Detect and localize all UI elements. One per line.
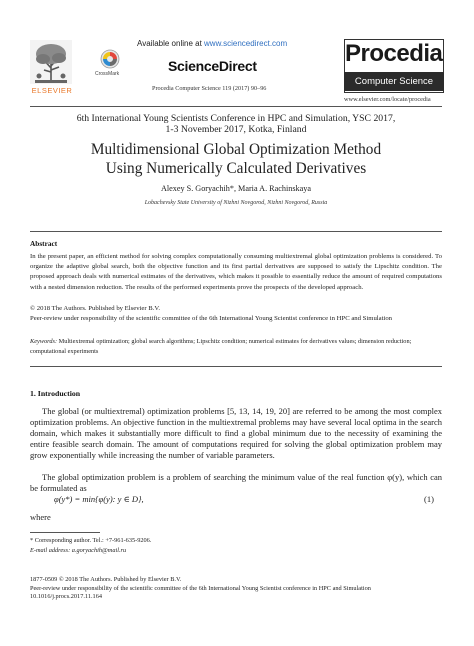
affiliation: Lobachevsky State University of Nizhni Novgorod, Nizhni Novgorod, Russia	[144, 200, 328, 206]
procedia-title: Procedia	[345, 40, 443, 67]
paper-title-line-2: Using Numerically Calculated Derivatives	[105, 160, 367, 177]
abstract-heading: Abstract	[30, 239, 58, 248]
equation-number: (1)	[424, 494, 434, 504]
equation-1: φ(y*) = min{φ(y): y ∈ D},	[54, 494, 144, 504]
email-note[interactable]: E-mail address: a.goryachih@mail.ru	[30, 547, 127, 554]
authors: Alexey S. Goryachih*, Maria A. Rachinskaya	[160, 184, 312, 193]
copyright-line: © 2018 The Authors. Published by Elsevier B.V.	[30, 305, 161, 312]
sciencedirect-brand: ScienceDirect	[168, 58, 257, 74]
abstract-bottom-divider	[30, 366, 442, 367]
available-prefix: Available online at	[137, 39, 205, 48]
sciencedirect-link[interactable]: www.sciencedirect.com	[204, 39, 288, 48]
paper-title-line-1: Multidimensional Global Optimization Method	[90, 141, 382, 158]
keywords-label: Keywords:	[30, 338, 58, 345]
keywords	[30, 337, 442, 356]
elsevier-wordmark: ELSEVIER	[31, 86, 73, 95]
available-online-line	[137, 39, 287, 48]
journal-citation: Procedia Computer Science 119 (2017) 90–96	[152, 85, 267, 92]
doi-line[interactable]: 10.1016/j.procs.2017.11.164	[30, 593, 103, 601]
crossmark-label: CrossMark	[95, 71, 120, 77]
conference-line-2: 1-3 November 2017, Kotka, Finland	[165, 124, 307, 135]
issn-line: 1877-0509 © 2018 The Authors. Published by Elsevier B.V.	[30, 576, 182, 583]
publication-footer	[30, 576, 442, 602]
section-heading-introduction: 1. Introduction	[30, 389, 81, 398]
crossmark-icon[interactable]	[100, 49, 120, 69]
procedia-url[interactable]: www.elsevier.com/locate/procedia	[344, 96, 431, 103]
where-text: where	[30, 512, 51, 522]
procedia-subtitle: Computer Science	[344, 72, 444, 91]
footnote-divider	[30, 532, 100, 533]
peer-review-line: Peer-review under responsibility of the scientific committee of the 6th International Young Scientist conference in HPC and Simulation	[30, 315, 393, 323]
abstract-copyright	[30, 304, 442, 324]
corresponding-author-note: * Corresponding author. Tel.: +7-961-635-9206.	[30, 537, 152, 544]
intro-paragraph-1: The global (or multiextremal) optimization problems [5, 13, 14, 19, 20] are referred to be among the most complex optimization problems. An objective function in the multiextremal problems may have several local optima in the search domain, which makes it substantially more difficult to find a global minimum due to the necessity of examining the entire feasible search domain. The amount of computations required for solving the global optimization problem may grow exponentially while increasing the number of variable parameters.	[30, 406, 442, 460]
header-divider	[30, 106, 442, 107]
abstract-text: In the present paper, an efficient method for solving complex computationally consuming multiextremal global optimization problems is considered. To organize the adaptive global search, both the objective function and its first partial derivatives are supposed to satisfy the Lipschitz condition. The proposed approach deals with numerical estimates of the derivatives, which makes it possible to essentially reduce the amount of required computations with a nested dimension reduction. The results of the performed experiments prove the prospects of the developed approach.	[30, 253, 442, 291]
keywords-list: Multiextremal optimization; global search algorithms; Lipschitz condition; numerical estimates for derivatives values; dimension reduction; computational experiments	[30, 338, 412, 355]
conference-line-1: 6th International Young Scientists Conference in HPC and Simulation, YSC 2017,	[76, 113, 396, 124]
abstract-top-divider	[30, 231, 442, 232]
intro-paragraph-2: The global optimization problem is a problem of searching the minimum value of the real function φ(y), which can be formulated as	[30, 472, 442, 493]
footer-peer-review: Peer-review under responsibility of the scientific committee of the 6th International Young Scientist conference in HPC and Simulation	[30, 584, 371, 592]
